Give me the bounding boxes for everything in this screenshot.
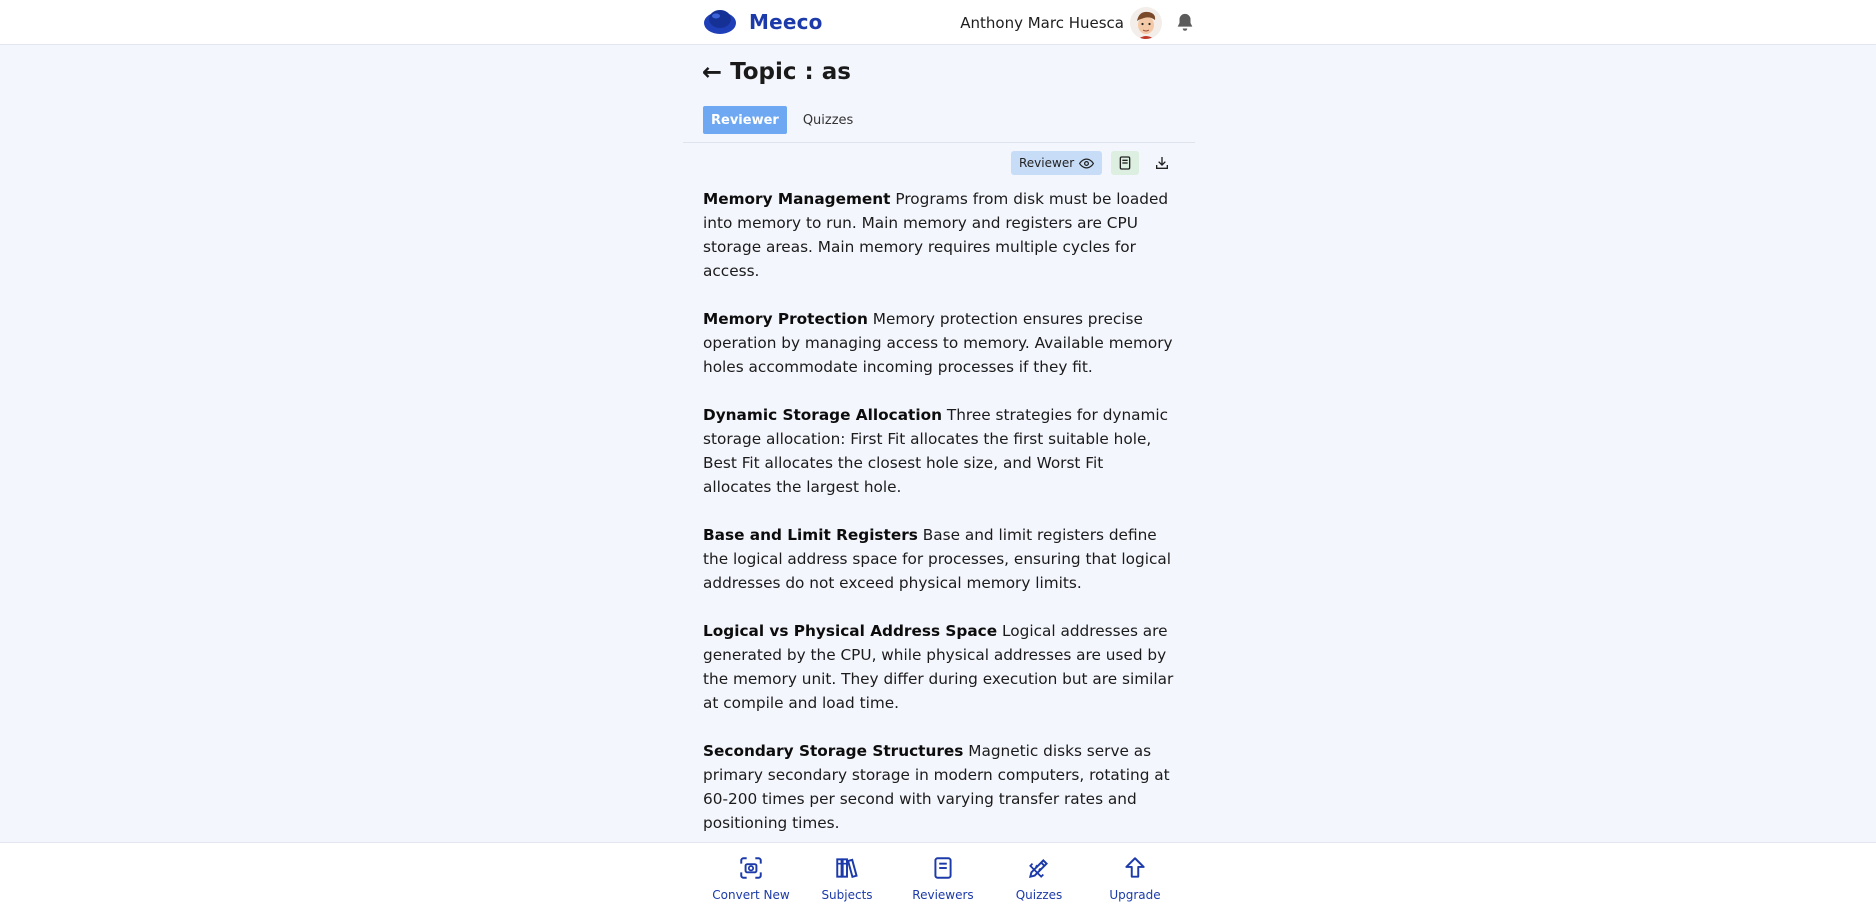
reviewer-content xyxy=(703,187,1175,842)
reviewer-section xyxy=(703,307,1175,379)
tab-reviewer[interactable]: Reviewer xyxy=(703,106,787,134)
bottom-navigation xyxy=(0,842,1876,920)
app-name: Meeco xyxy=(749,10,823,34)
reviewer-section xyxy=(703,739,1175,835)
page-title-row xyxy=(702,59,851,85)
nav-reviewers[interactable] xyxy=(895,855,991,902)
section-heading: Base and Limit Registers xyxy=(703,526,918,544)
notes-button[interactable] xyxy=(1111,151,1139,175)
notification-bell-icon[interactable] xyxy=(1174,12,1196,34)
avatar-face-icon xyxy=(1130,7,1162,39)
nav-quizzes[interactable] xyxy=(991,855,1087,902)
reviewer-toolbar xyxy=(1011,151,1176,175)
section-heading: Secondary Storage Structures xyxy=(703,742,964,760)
page-title: Topic : as xyxy=(730,59,851,85)
nav-label: Reviewers xyxy=(912,888,974,902)
tab-quizzes[interactable]: Quizzes xyxy=(802,112,854,128)
user-menu[interactable] xyxy=(960,7,1196,39)
section-text: Programs from disk must be loaded into memory to run. Main memory and registers are CPU storage areas. Main memory requires multiple cycles for access. xyxy=(703,190,1169,280)
section-heading: Dynamic Storage Allocation xyxy=(703,406,942,424)
section-text: Magnetic disks serve as primary secondary storage in modern computers, rotating at 60-200 times per second with varying transfer rates and positioning times. xyxy=(703,742,1170,832)
camera-scan-icon xyxy=(738,855,764,881)
section-text: Base and limit registers define the logical address space for processes, ensuring that logical addresses do not exceed physical memory limits. xyxy=(703,526,1172,592)
nav-subjects[interactable] xyxy=(799,855,895,902)
nav-label: Quizzes xyxy=(1015,888,1063,902)
meeco-logo-icon xyxy=(703,8,737,36)
section-text: Memory protection ensures precise operation by managing access to memory. Available memory holes accommodate incoming processes if they fit. xyxy=(703,310,1173,376)
reviewer-view-label: Reviewer xyxy=(1019,156,1075,170)
download-button[interactable] xyxy=(1148,151,1176,175)
reviewer-section xyxy=(703,523,1175,595)
eye-icon xyxy=(1079,156,1094,171)
top-header xyxy=(0,0,1876,45)
nav-convert-new[interactable] xyxy=(703,855,799,902)
arrow-up-icon xyxy=(1122,855,1148,881)
pencil-ruler-icon xyxy=(1026,855,1052,881)
tab-bar xyxy=(703,106,861,134)
reviewer-section xyxy=(703,403,1175,499)
nav-upgrade[interactable] xyxy=(1087,855,1183,902)
nav-label: Convert New xyxy=(712,888,790,902)
nav-label: Subjects xyxy=(821,888,873,902)
user-name: Anthony Marc Huesca xyxy=(960,14,1124,32)
section-text: Logical addresses are generated by the CPU, while physical addresses are used by the memory unit. They differ during execution but are similar at compile and load time. xyxy=(703,622,1174,712)
section-heading: Logical vs Physical Address Space xyxy=(703,622,998,640)
books-icon xyxy=(834,855,860,881)
section-text: Three strategies for dynamic storage allocation: First Fit allocates the first suitable hole, Best Fit allocates the closest hole size, and Worst Fit allocates the largest hole. xyxy=(703,406,1169,496)
section-heading: Memory Management xyxy=(703,190,891,208)
avatar[interactable] xyxy=(1130,7,1162,39)
notes-icon xyxy=(930,855,956,881)
download-icon xyxy=(1154,155,1170,171)
reviewer-section xyxy=(703,187,1175,283)
nav-label: Upgrade xyxy=(1109,888,1161,902)
section-heading: Memory Protection xyxy=(703,310,868,328)
reviewer-view-button[interactable] xyxy=(1011,151,1102,175)
reviewer-section xyxy=(703,619,1175,715)
notes-icon xyxy=(1117,155,1133,171)
back-button[interactable]: ← xyxy=(702,58,723,86)
app-logo[interactable] xyxy=(703,8,823,36)
divider xyxy=(683,142,1195,143)
